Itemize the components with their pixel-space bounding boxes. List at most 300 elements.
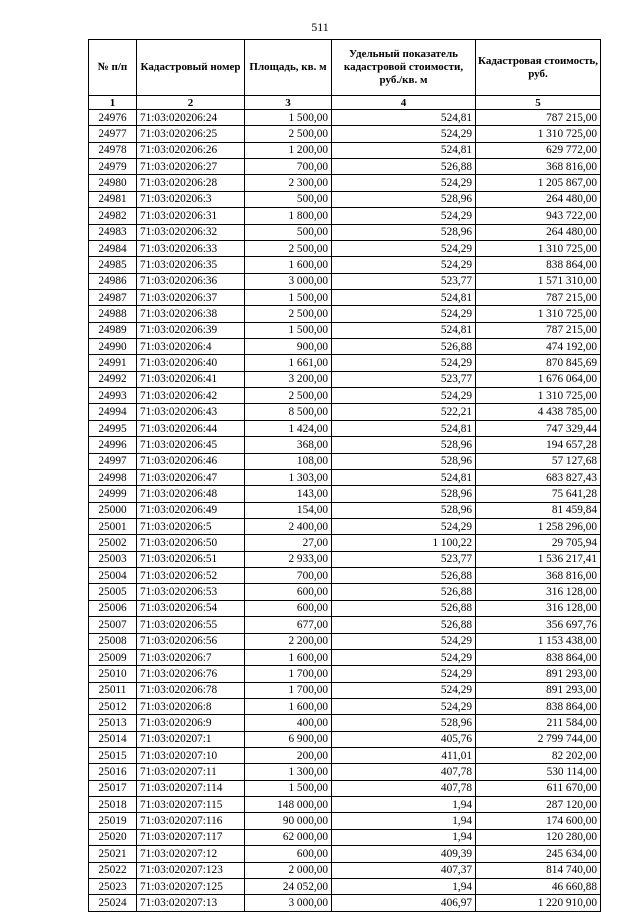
cadastral-value-cell: 1 310 725,00 xyxy=(476,126,601,142)
table-row xyxy=(89,584,601,600)
table-row xyxy=(89,813,601,829)
row-number-cell: 25019 xyxy=(89,813,137,829)
cadastral-number-cell: 71:03:020206:48 xyxy=(137,486,245,502)
cadastral-value-cell: 75 641,28 xyxy=(476,486,601,502)
specific-value-cell: 1 100,22 xyxy=(332,535,476,551)
cadastral-number-cell: 71:03:020206:27 xyxy=(137,159,245,175)
specific-value-cell: 524,29 xyxy=(332,698,476,714)
row-number-cell: 25002 xyxy=(89,535,137,551)
specific-value-cell: 522,21 xyxy=(332,404,476,420)
specific-value-cell: 524,29 xyxy=(332,649,476,665)
table-row xyxy=(89,306,601,322)
area-cell: 600,00 xyxy=(245,584,332,600)
cadastral-value-cell: 211 584,00 xyxy=(476,715,601,731)
cadastral-value-cell: 264 480,00 xyxy=(476,191,601,207)
row-number-cell: 24977 xyxy=(89,126,137,142)
cadastral-value-cell: 356 697,76 xyxy=(476,617,601,633)
table-row xyxy=(89,829,601,845)
area-cell: 1 700,00 xyxy=(245,682,332,698)
specific-value-cell: 524,81 xyxy=(332,289,476,305)
column-number-cell: 5 xyxy=(476,96,601,110)
specific-value-cell: 407,78 xyxy=(332,764,476,780)
row-number-cell: 24989 xyxy=(89,322,137,338)
cadastral-value-cell: 287 120,00 xyxy=(476,797,601,813)
row-number-cell: 24979 xyxy=(89,159,137,175)
row-number-cell: 24987 xyxy=(89,289,137,305)
area-cell: 900,00 xyxy=(245,339,332,355)
cadastral-value-cell: 1 676 064,00 xyxy=(476,371,601,387)
specific-value-cell: 526,88 xyxy=(332,159,476,175)
cadastral-number-cell: 71:03:020206:44 xyxy=(137,420,245,436)
area-cell: 2 500,00 xyxy=(245,240,332,256)
cadastral-value-cell: 57 127,68 xyxy=(476,453,601,469)
area-cell: 1 600,00 xyxy=(245,257,332,273)
cadastral-number-cell: 71:03:020206:46 xyxy=(137,453,245,469)
column-number-cell: 2 xyxy=(137,96,245,110)
specific-value-cell: 524,29 xyxy=(332,666,476,682)
specific-value-cell: 405,76 xyxy=(332,731,476,747)
specific-value-cell: 1,94 xyxy=(332,813,476,829)
cadastral-value-cell: 4 438 785,00 xyxy=(476,404,601,420)
specific-value-cell: 406,97 xyxy=(332,895,476,911)
cadastral-number-cell: 71:03:020207:1 xyxy=(137,731,245,747)
specific-value-cell: 528,96 xyxy=(332,502,476,518)
area-cell: 148 000,00 xyxy=(245,797,332,813)
cadastral-number-cell: 71:03:020206:38 xyxy=(137,306,245,322)
specific-value-cell: 523,77 xyxy=(332,551,476,567)
cadastral-number-cell: 71:03:020206:28 xyxy=(137,175,245,191)
area-cell: 2 933,00 xyxy=(245,551,332,567)
table-row xyxy=(89,126,601,142)
specific-value-cell: 411,01 xyxy=(332,748,476,764)
row-number-cell: 25003 xyxy=(89,551,137,567)
specific-value-cell: 528,96 xyxy=(332,191,476,207)
cadastral-value-cell: 29 705,94 xyxy=(476,535,601,551)
cadastral-number-cell: 71:03:020206:52 xyxy=(137,568,245,584)
row-number-cell: 24992 xyxy=(89,371,137,387)
cadastral-number-cell: 71:03:020206:47 xyxy=(137,469,245,485)
cadastral-value-cell: 245 634,00 xyxy=(476,846,601,862)
cadastral-number-cell: 71:03:020206:53 xyxy=(137,584,245,600)
table-row xyxy=(89,535,601,551)
specific-value-cell: 528,96 xyxy=(332,453,476,469)
cadastral-value-cell: 1 220 910,00 xyxy=(476,895,601,911)
row-number-cell: 24998 xyxy=(89,469,137,485)
cadastral-number-cell: 71:03:020206:8 xyxy=(137,698,245,714)
cadastral-value-cell: 891 293,00 xyxy=(476,682,601,698)
area-cell: 2 000,00 xyxy=(245,862,332,878)
row-number-cell: 25023 xyxy=(89,878,137,894)
cadastral-value-cell: 264 480,00 xyxy=(476,224,601,240)
row-number-cell: 25011 xyxy=(89,682,137,698)
specific-value-cell: 528,96 xyxy=(332,437,476,453)
cadastral-number-cell: 71:03:020206:49 xyxy=(137,502,245,518)
header-cell-number: № п/п xyxy=(89,40,137,96)
specific-value-cell: 409,39 xyxy=(332,846,476,862)
area-cell: 1 303,00 xyxy=(245,469,332,485)
cadastral-value-cell: 838 864,00 xyxy=(476,649,601,665)
area-cell: 2 300,00 xyxy=(245,175,332,191)
table-row xyxy=(89,240,601,256)
table-row xyxy=(89,715,601,731)
cadastral-number-cell: 71:03:020207:11 xyxy=(137,764,245,780)
specific-value-cell: 524,29 xyxy=(332,388,476,404)
header-cell-area: Площадь, кв. м xyxy=(245,40,332,96)
area-cell: 154,00 xyxy=(245,502,332,518)
area-cell: 500,00 xyxy=(245,191,332,207)
table-row xyxy=(89,404,601,420)
table-row xyxy=(89,110,601,126)
cadastral-value-cell: 683 827,43 xyxy=(476,469,601,485)
specific-value-cell: 1,94 xyxy=(332,878,476,894)
specific-value-cell: 524,81 xyxy=(332,469,476,485)
cadastral-number-cell: 71:03:020206:41 xyxy=(137,371,245,387)
cadastral-value-cell: 838 864,00 xyxy=(476,257,601,273)
table-row xyxy=(89,600,601,616)
specific-value-cell: 524,29 xyxy=(332,355,476,371)
area-cell: 90 000,00 xyxy=(245,813,332,829)
area-cell: 600,00 xyxy=(245,600,332,616)
area-cell: 1 500,00 xyxy=(245,322,332,338)
row-number-cell: 24978 xyxy=(89,142,137,158)
row-number-cell: 25012 xyxy=(89,698,137,714)
cadastral-value-cell: 1 571 310,00 xyxy=(476,273,601,289)
table-row xyxy=(89,339,601,355)
area-cell: 500,00 xyxy=(245,224,332,240)
cadastral-number-cell: 71:03:020206:78 xyxy=(137,682,245,698)
table-row xyxy=(89,797,601,813)
table-row xyxy=(89,862,601,878)
cadastral-number-cell: 71:03:020207:123 xyxy=(137,862,245,878)
cadastral-number-cell: 71:03:020206:54 xyxy=(137,600,245,616)
table-row xyxy=(89,731,601,747)
cadastral-number-cell: 71:03:020207:116 xyxy=(137,813,245,829)
table-row xyxy=(89,698,601,714)
header-cell-specific-value: Удельный показатель кадастровой стоимости, руб./кв. м xyxy=(332,40,476,96)
area-cell: 1 500,00 xyxy=(245,110,332,126)
area-cell: 2 500,00 xyxy=(245,126,332,142)
row-number-cell: 24982 xyxy=(89,208,137,224)
row-number-cell: 24980 xyxy=(89,175,137,191)
table-row xyxy=(89,846,601,862)
cadastral-value-cell: 787 215,00 xyxy=(476,110,601,126)
table-row xyxy=(89,748,601,764)
row-number-cell: 25008 xyxy=(89,633,137,649)
cadastral-number-cell: 71:03:020206:51 xyxy=(137,551,245,567)
row-number-cell: 24995 xyxy=(89,420,137,436)
table-row xyxy=(89,649,601,665)
specific-value-cell: 524,81 xyxy=(332,322,476,338)
table-row xyxy=(89,617,601,633)
row-number-cell: 24994 xyxy=(89,404,137,420)
cadastral-value-cell: 870 845,69 xyxy=(476,355,601,371)
table-row xyxy=(89,518,601,534)
area-cell: 1 600,00 xyxy=(245,649,332,665)
specific-value-cell: 526,88 xyxy=(332,600,476,616)
cadastral-number-cell: 71:03:020206:39 xyxy=(137,322,245,338)
table-row xyxy=(89,764,601,780)
cadastral-value-cell: 747 329,44 xyxy=(476,420,601,436)
cadastral-value-cell: 787 215,00 xyxy=(476,289,601,305)
area-cell: 2 500,00 xyxy=(245,306,332,322)
table-row xyxy=(89,388,601,404)
cadastral-number-cell: 71:03:020207:117 xyxy=(137,829,245,845)
row-number-cell: 24985 xyxy=(89,257,137,273)
table-row xyxy=(89,453,601,469)
table-row xyxy=(89,257,601,273)
cadastral-value-cell: 174 600,00 xyxy=(476,813,601,829)
row-number-cell: 25024 xyxy=(89,895,137,911)
cadastral-number-cell: 71:03:020206:35 xyxy=(137,257,245,273)
row-number-cell: 24990 xyxy=(89,339,137,355)
cadastral-number-cell: 71:03:020206:40 xyxy=(137,355,245,371)
row-number-cell: 24988 xyxy=(89,306,137,322)
table-row xyxy=(89,682,601,698)
row-number-cell: 24997 xyxy=(89,453,137,469)
area-cell: 2 500,00 xyxy=(245,388,332,404)
table-row xyxy=(89,355,601,371)
area-cell: 8 500,00 xyxy=(245,404,332,420)
area-cell: 1 424,00 xyxy=(245,420,332,436)
row-number-cell: 24981 xyxy=(89,191,137,207)
area-cell: 62 000,00 xyxy=(245,829,332,845)
specific-value-cell: 1,94 xyxy=(332,797,476,813)
table-row xyxy=(89,208,601,224)
area-cell: 400,00 xyxy=(245,715,332,731)
area-cell: 3 000,00 xyxy=(245,273,332,289)
table-row xyxy=(89,191,601,207)
row-number-cell: 25018 xyxy=(89,797,137,813)
cadastral-value-cell: 891 293,00 xyxy=(476,666,601,682)
cadastral-value-cell: 611 670,00 xyxy=(476,780,601,796)
area-cell: 600,00 xyxy=(245,846,332,862)
area-cell: 1 500,00 xyxy=(245,780,332,796)
cadastral-number-cell: 71:03:020206:26 xyxy=(137,142,245,158)
area-cell: 2 400,00 xyxy=(245,518,332,534)
row-number-cell: 25022 xyxy=(89,862,137,878)
cadastral-number-cell: 71:03:020206:37 xyxy=(137,289,245,305)
cadastral-number-cell: 71:03:020206:45 xyxy=(137,437,245,453)
cadastral-number-cell: 71:03:020206:76 xyxy=(137,666,245,682)
table-row xyxy=(89,437,601,453)
column-number-cell: 4 xyxy=(332,96,476,110)
specific-value-cell: 528,96 xyxy=(332,486,476,502)
specific-value-cell: 524,29 xyxy=(332,208,476,224)
specific-value-cell: 524,29 xyxy=(332,257,476,273)
row-number-cell: 25010 xyxy=(89,666,137,682)
cadastral-value-cell: 1 310 725,00 xyxy=(476,388,601,404)
cadastral-value-cell: 81 459,84 xyxy=(476,502,601,518)
area-cell: 108,00 xyxy=(245,453,332,469)
cadastral-value-table xyxy=(88,39,601,912)
table-row xyxy=(89,486,601,502)
specific-value-cell: 526,88 xyxy=(332,568,476,584)
table-row xyxy=(89,551,601,567)
row-number-cell: 25017 xyxy=(89,780,137,796)
cadastral-value-cell: 530 114,00 xyxy=(476,764,601,780)
area-cell: 1 300,00 xyxy=(245,764,332,780)
cadastral-number-cell: 71:03:020207:13 xyxy=(137,895,245,911)
area-cell: 1 200,00 xyxy=(245,142,332,158)
cadastral-number-cell: 71:03:020206:42 xyxy=(137,388,245,404)
cadastral-number-cell: 71:03:020206:9 xyxy=(137,715,245,731)
row-number-cell: 25000 xyxy=(89,502,137,518)
cadastral-value-cell: 1 310 725,00 xyxy=(476,240,601,256)
cadastral-number-cell: 71:03:020206:5 xyxy=(137,518,245,534)
cadastral-value-cell: 1 310 725,00 xyxy=(476,306,601,322)
specific-value-cell: 524,29 xyxy=(332,175,476,191)
row-number-cell: 25020 xyxy=(89,829,137,845)
header-row xyxy=(89,40,601,96)
specific-value-cell: 526,88 xyxy=(332,339,476,355)
area-cell: 1 800,00 xyxy=(245,208,332,224)
table-row xyxy=(89,568,601,584)
area-cell: 368,00 xyxy=(245,437,332,453)
specific-value-cell: 528,96 xyxy=(332,224,476,240)
cadastral-number-cell: 71:03:020206:4 xyxy=(137,339,245,355)
area-cell: 143,00 xyxy=(245,486,332,502)
cadastral-value-cell: 1 153 438,00 xyxy=(476,633,601,649)
table-row xyxy=(89,780,601,796)
cadastral-number-cell: 71:03:020207:114 xyxy=(137,780,245,796)
area-cell: 6 900,00 xyxy=(245,731,332,747)
area-cell: 677,00 xyxy=(245,617,332,633)
cadastral-value-cell: 316 128,00 xyxy=(476,600,601,616)
area-cell: 700,00 xyxy=(245,159,332,175)
cadastral-number-cell: 71:03:020207:125 xyxy=(137,878,245,894)
row-number-cell: 24986 xyxy=(89,273,137,289)
cadastral-number-cell: 71:03:020206:25 xyxy=(137,126,245,142)
cadastral-number-cell: 71:03:020206:43 xyxy=(137,404,245,420)
cadastral-value-cell: 194 657,28 xyxy=(476,437,601,453)
specific-value-cell: 524,81 xyxy=(332,142,476,158)
row-number-cell: 24993 xyxy=(89,388,137,404)
cadastral-number-cell: 71:03:020206:7 xyxy=(137,649,245,665)
specific-value-cell: 524,29 xyxy=(332,682,476,698)
table-row xyxy=(89,502,601,518)
cadastral-value-cell: 1 258 296,00 xyxy=(476,518,601,534)
cadastral-number-cell: 71:03:020206:50 xyxy=(137,535,245,551)
cadastral-value-cell: 814 740,00 xyxy=(476,862,601,878)
specific-value-cell: 407,37 xyxy=(332,862,476,878)
table-row xyxy=(89,273,601,289)
table-row xyxy=(89,633,601,649)
cadastral-number-cell: 71:03:020207:115 xyxy=(137,797,245,813)
cadastral-value-cell: 46 660,88 xyxy=(476,878,601,894)
specific-value-cell: 528,96 xyxy=(332,715,476,731)
table-row xyxy=(89,175,601,191)
cadastral-number-cell: 71:03:020207:12 xyxy=(137,846,245,862)
cadastral-value-cell: 943 722,00 xyxy=(476,208,601,224)
cadastral-number-cell: 71:03:020206:32 xyxy=(137,224,245,240)
column-number-cell: 3 xyxy=(245,96,332,110)
table-row xyxy=(89,878,601,894)
row-number-cell: 25006 xyxy=(89,600,137,616)
specific-value-cell: 523,77 xyxy=(332,371,476,387)
cadastral-value-cell: 368 816,00 xyxy=(476,568,601,584)
cadastral-number-cell: 71:03:020206:33 xyxy=(137,240,245,256)
table-body xyxy=(89,110,601,912)
area-cell: 1 661,00 xyxy=(245,355,332,371)
cadastral-value-cell: 316 128,00 xyxy=(476,584,601,600)
specific-value-cell: 524,81 xyxy=(332,110,476,126)
cadastral-number-cell: 71:03:020207:10 xyxy=(137,748,245,764)
specific-value-cell: 526,88 xyxy=(332,584,476,600)
row-number-cell: 24984 xyxy=(89,240,137,256)
area-cell: 3 000,00 xyxy=(245,895,332,911)
cadastral-value-cell: 120 280,00 xyxy=(476,829,601,845)
cadastral-value-cell: 1 536 217,41 xyxy=(476,551,601,567)
specific-value-cell: 524,29 xyxy=(332,518,476,534)
area-cell: 700,00 xyxy=(245,568,332,584)
table-row xyxy=(89,469,601,485)
row-number-cell: 25001 xyxy=(89,518,137,534)
row-number-cell: 25009 xyxy=(89,649,137,665)
cadastral-value-cell: 629 772,00 xyxy=(476,142,601,158)
cadastral-number-cell: 71:03:020206:3 xyxy=(137,191,245,207)
row-number-cell: 25014 xyxy=(89,731,137,747)
area-cell: 27,00 xyxy=(245,535,332,551)
specific-value-cell: 407,78 xyxy=(332,780,476,796)
cadastral-value-cell: 1 205 867,00 xyxy=(476,175,601,191)
header-cell-cadastral-number: Кадастровый номер xyxy=(137,40,245,96)
cadastral-value-cell: 82 202,00 xyxy=(476,748,601,764)
specific-value-cell: 524,81 xyxy=(332,420,476,436)
cadastral-value-cell: 2 799 744,00 xyxy=(476,731,601,747)
cadastral-number-cell: 71:03:020206:56 xyxy=(137,633,245,649)
row-number-cell: 24983 xyxy=(89,224,137,240)
area-cell: 2 200,00 xyxy=(245,633,332,649)
specific-value-cell: 524,29 xyxy=(332,240,476,256)
cadastral-value-cell: 787 215,00 xyxy=(476,322,601,338)
table-row xyxy=(89,371,601,387)
table-row xyxy=(89,224,601,240)
table-row xyxy=(89,666,601,682)
row-number-cell: 24991 xyxy=(89,355,137,371)
table-row xyxy=(89,289,601,305)
table-row xyxy=(89,420,601,436)
row-number-cell: 25007 xyxy=(89,617,137,633)
cadastral-number-cell: 71:03:020206:36 xyxy=(137,273,245,289)
page-number: 511 xyxy=(311,20,329,34)
cadastral-value-cell: 474 192,00 xyxy=(476,339,601,355)
table-row xyxy=(89,159,601,175)
area-cell: 1 600,00 xyxy=(245,698,332,714)
row-number-cell: 25004 xyxy=(89,568,137,584)
area-cell: 1 700,00 xyxy=(245,666,332,682)
specific-value-cell: 1,94 xyxy=(332,829,476,845)
area-cell: 3 200,00 xyxy=(245,371,332,387)
row-number-cell: 25005 xyxy=(89,584,137,600)
cadastral-value-cell: 838 864,00 xyxy=(476,698,601,714)
row-number-cell: 24996 xyxy=(89,437,137,453)
row-number-cell: 25016 xyxy=(89,764,137,780)
row-number-cell: 25015 xyxy=(89,748,137,764)
specific-value-cell: 524,29 xyxy=(332,633,476,649)
header-cell-cadastral-value: Кадастровая стоимость, руб. xyxy=(476,40,601,96)
column-number-cell: 1 xyxy=(89,96,137,110)
area-cell: 1 500,00 xyxy=(245,289,332,305)
area-cell: 200,00 xyxy=(245,748,332,764)
column-number-row xyxy=(89,96,601,110)
row-number-cell: 24999 xyxy=(89,486,137,502)
cadastral-number-cell: 71:03:020206:55 xyxy=(137,617,245,633)
specific-value-cell: 524,29 xyxy=(332,126,476,142)
specific-value-cell: 524,29 xyxy=(332,306,476,322)
specific-value-cell: 523,77 xyxy=(332,273,476,289)
cadastral-value-cell: 368 816,00 xyxy=(476,159,601,175)
table-row xyxy=(89,322,601,338)
